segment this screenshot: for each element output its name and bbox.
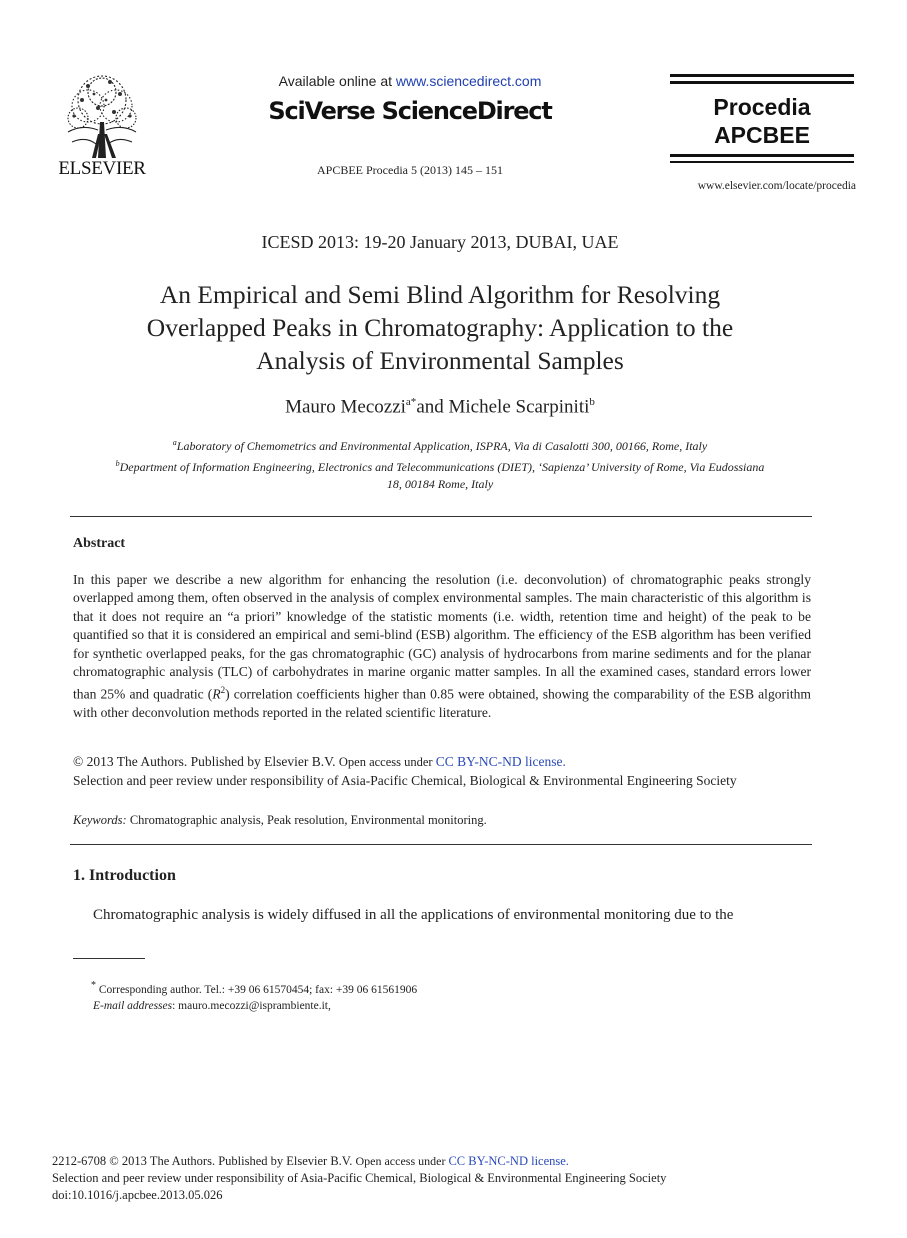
keywords-label: Keywords: [73, 813, 127, 827]
abstract-text-part: ) correlation coefficients higher than 0.85 were obtained, showing the comparability of the ESB algorithm with other deconvolution methods reported in the related scientific literature. [73, 686, 811, 721]
procedia-subtitle: APCBEE [714, 122, 810, 148]
issn-copyright: 2212-6708 © 2013 The Authors. Published by Elsevier B.V. [52, 1154, 356, 1168]
author-superscript: a* [405, 396, 417, 408]
elsevier-logo [52, 72, 152, 182]
open-access-text: Open access under [338, 755, 436, 769]
keywords-text: Chromatographic analysis, Peak resolution, Environmental monitoring. [126, 813, 487, 827]
affiliation-marker: b [115, 459, 120, 468]
procedia-rule-top [670, 74, 854, 77]
procedia-title: Procedia [713, 94, 811, 120]
abstract-heading: Abstract [73, 536, 126, 551]
introduction-text: Chromatographic analysis is widely diffused in all the applications of environmental monitoring due to the [93, 907, 734, 923]
available-online-prefix: Available online at [278, 73, 396, 89]
abstract-body [73, 571, 811, 723]
affiliation-text: Laboratory of Chemometrics and Environmental Application, ISPRA, Via di Casalotti 300, 00166, Rome, Italy [176, 439, 708, 453]
footnote-corresponding-author [91, 980, 691, 996]
open-access-text: Open access under [355, 1154, 449, 1168]
elsevier-wordmark: ELSEVIER [58, 158, 146, 179]
paper-title-line-3: Analysis of Environmental Samples [256, 346, 624, 375]
copyright-line [73, 754, 813, 770]
bottom-peer-review-line: Selection and peer review under responsibility of Asia-Pacific Chemical, Biological & Environmental Engineering Society [52, 1171, 667, 1185]
elsevier-tree-icon [58, 72, 146, 158]
affiliations [60, 434, 820, 493]
license-link[interactable]: CC BY-NC-ND license. [435, 754, 566, 769]
footnote-divider [73, 958, 145, 959]
introduction-heading: 1. Introduction [73, 867, 176, 884]
paper-title-line-1: An Empirical and Semi Blind Algorithm for Resolving [159, 280, 721, 309]
doi-line[interactable]: doi:10.1016/j.apcbee.2013.05.026 [52, 1188, 223, 1202]
peer-review-line: Selection and peer review under responsibility of Asia-Pacific Chemical, Biological & Environmental Engineering Society [73, 773, 737, 788]
affiliation-marker: a [172, 438, 177, 447]
copyright-text: © 2013 The Authors. Published by Elsevier B.V. [73, 754, 339, 769]
paper-title [80, 278, 800, 377]
r-exponent: 2 [220, 685, 226, 696]
footnote-email [93, 1000, 693, 1012]
affiliation-b [60, 455, 820, 476]
author-name: Mauro Mecozzi [285, 396, 406, 418]
procedia-journal-logo [670, 74, 854, 172]
bottom-issn-line [52, 1154, 812, 1169]
procedia-rule-top-2 [670, 81, 854, 84]
footnote-text: Corresponding author. Tel.: +39 06 61570454; fax: +39 06 61561906 [96, 983, 418, 996]
journal-citation: APCBEE Procedia 5 (2013) 145 – 151 [317, 163, 503, 177]
authors-line [0, 396, 880, 418]
journal-url-link[interactable]: www.elsevier.com/locate/procedia [697, 180, 856, 192]
author-joiner: and [416, 396, 449, 418]
keywords-line [73, 813, 813, 828]
procedia-rule-bottom [670, 154, 854, 157]
license-link[interactable]: CC BY-NC-ND license. [448, 1154, 569, 1168]
email-address: : mauro.mecozzi@isprambiente.it, [172, 1000, 331, 1012]
sciencedirect-link[interactable]: www.sciencedirect.com [395, 73, 542, 89]
conference-line: ICESD 2013: 19-20 January 2013, DUBAI, UAE [261, 232, 619, 252]
abstract-text-part: In this paper we describe a new algorithm for enhancing the resolution (i.e. deconvolution) of chromatographic peaks strongly overlapped among them, often observed in the analysis of complex environmental samples. The main characteristic of this algorithm is that it does not require an “a priori” knowledge of the statistic moments (i.e. width, retention time and height) of the peak to be quantified so that it is considered an empirical and semi-blind (ESB) algorithm. The efficiency of the ESB algorithm has been verified for synthetic overlapped peaks, for the gas chromatographic (GC) analysis of hydrocarbons from marine sediments and for the planar chromatographic analysis (TLC) of carbohydrates in marine organic matter samples. In all the examined cases, standard errors lower than 25% and quadratic ( [73, 572, 811, 702]
author-superscript: b [589, 396, 595, 408]
sciverse-sciencedirect-brand: SciVerse ScienceDirect [268, 97, 552, 125]
available-online-line [260, 73, 560, 89]
section-divider [70, 844, 812, 845]
affiliation-text: Department of Information Engineering, Electronics and Telecommunications (DIET), ‘Sapienza’ University of Rome, Via Eudossiana [119, 460, 765, 474]
email-label: E-mail addresses [93, 1000, 173, 1012]
r-symbol: R [212, 686, 221, 702]
procedia-rule-bottom-2 [670, 161, 854, 163]
affiliation-b-continued: 18, 00184 Rome, Italy [386, 477, 494, 491]
section-divider [70, 516, 812, 517]
footnote-marker: * [91, 980, 96, 991]
affiliation-a [60, 434, 820, 455]
author-name: Michele Scarpiniti [448, 396, 590, 418]
paper-title-line-2: Overlapped Peaks in Chromatography: Application to the [146, 313, 734, 342]
